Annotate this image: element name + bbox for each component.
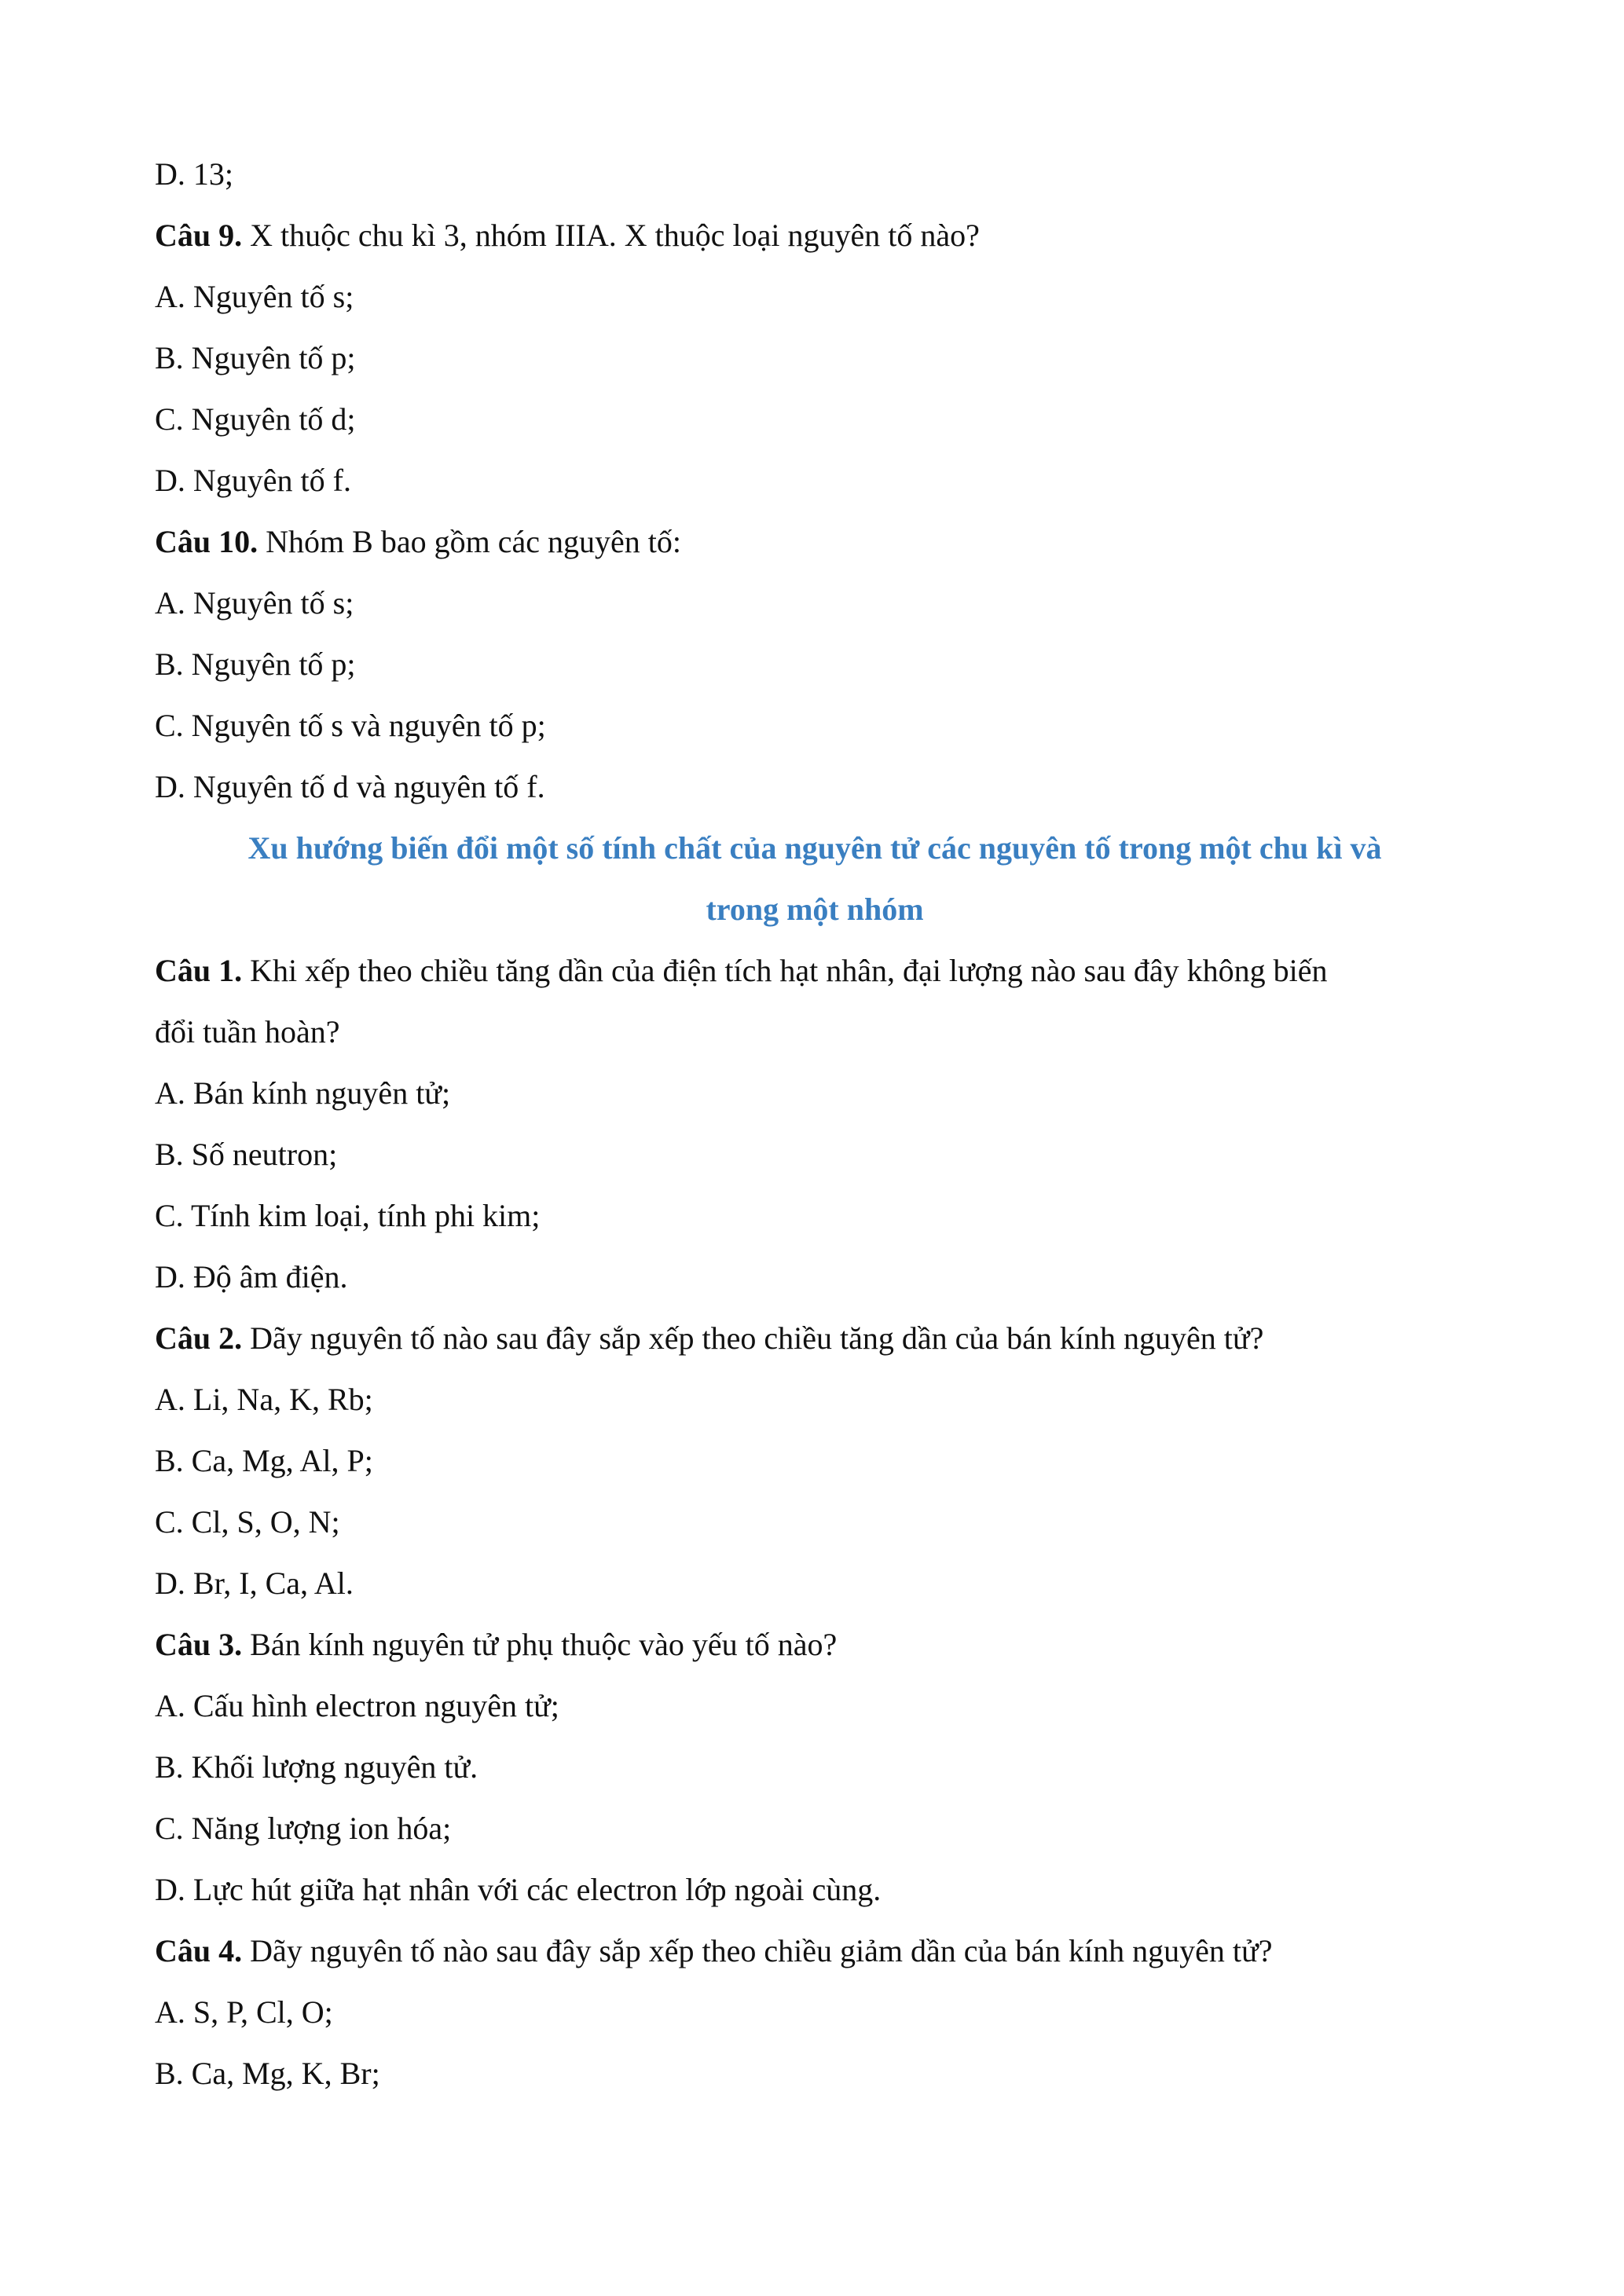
option-d: D. Lực hút giữa hạt nhân với các electron lớp ngoài cùng.	[155, 1872, 882, 1907]
option-d: D. Độ âm điện.	[155, 1259, 348, 1294]
document-page	[155, 144, 1475, 2104]
question-label: Câu 10.	[155, 524, 258, 559]
section-heading-line1: Xu hướng biến đổi một số tính chất của nguyên tử các nguyên tố trong một chu kì và	[247, 830, 1382, 866]
question-text: X thuộc chu kì 3, nhóm IIIA. X thuộc loại nguyên tố nào?	[242, 218, 980, 253]
question-label: Câu 3.	[155, 1627, 243, 1662]
question-text: Nhóm B bao gồm các nguyên tố:	[258, 524, 681, 559]
question-text: Bán kính nguyên tử phụ thuộc vào yếu tố nào?	[242, 1627, 838, 1662]
question-text: Khi xếp theo chiều tăng dần của điện tích hạt nhân, đại lượng nào sau đây không biến	[242, 953, 1328, 988]
option-b: B. Nguyên tố p;	[155, 340, 356, 375]
option-c: C. Nguyên tố d;	[155, 401, 356, 437]
option-b: B. Ca, Mg, K, Br;	[155, 2056, 380, 2091]
question-3	[155, 1614, 1475, 1675]
question-label: Câu 4.	[155, 1933, 243, 1968]
section-heading-line2: trong một nhóm	[706, 892, 924, 927]
option-a: A. Nguyên tố s;	[155, 585, 354, 621]
option-d-prev: D. 13;	[155, 156, 233, 192]
option-c: C. Nguyên tố s và nguyên tố p;	[155, 708, 546, 743]
question-label: Câu 2.	[155, 1320, 243, 1356]
option-b: B. Ca, Mg, Al, P;	[155, 1443, 373, 1478]
question-9	[155, 205, 1475, 266]
question-text: Dãy nguyên tố nào sau đây sắp xếp theo chiều giảm dần của bán kính nguyên tử?	[242, 1933, 1273, 1968]
question-label: Câu 9.	[155, 218, 243, 253]
question-4	[155, 1921, 1475, 1982]
option-c: C. Tính kim loại, tính phi kim;	[155, 1198, 541, 1233]
question-1	[155, 940, 1475, 1002]
question-10	[155, 511, 1475, 573]
option-a: A. Cấu hình electron nguyên tử;	[155, 1688, 559, 1723]
option-a: A. Bán kính nguyên tử;	[155, 1075, 451, 1111]
option-b: B. Khối lượng nguyên tử.	[155, 1749, 478, 1785]
option-d: D. Br, I, Ca, Al.	[155, 1565, 354, 1601]
option-c: C. Cl, S, O, N;	[155, 1504, 340, 1540]
question-1-continued: đổi tuần hoàn?	[155, 1014, 340, 1049]
question-2	[155, 1308, 1475, 1369]
question-text: Dãy nguyên tố nào sau đây sắp xếp theo chiều tăng dần của bán kính nguyên tử?	[242, 1320, 1264, 1356]
option-d: D. Nguyên tố d và nguyên tố f.	[155, 769, 545, 804]
option-b: B. Số neutron;	[155, 1137, 338, 1172]
question-label: Câu 1.	[155, 953, 243, 988]
option-d: D. Nguyên tố f.	[155, 463, 351, 498]
option-a: A. S, P, Cl, O;	[155, 1994, 333, 2030]
option-b: B. Nguyên tố p;	[155, 646, 356, 682]
option-a: A. Nguyên tố s;	[155, 279, 354, 314]
option-c: C. Năng lượng ion hóa;	[155, 1811, 452, 1846]
option-a: A. Li, Na, K, Rb;	[155, 1382, 373, 1417]
